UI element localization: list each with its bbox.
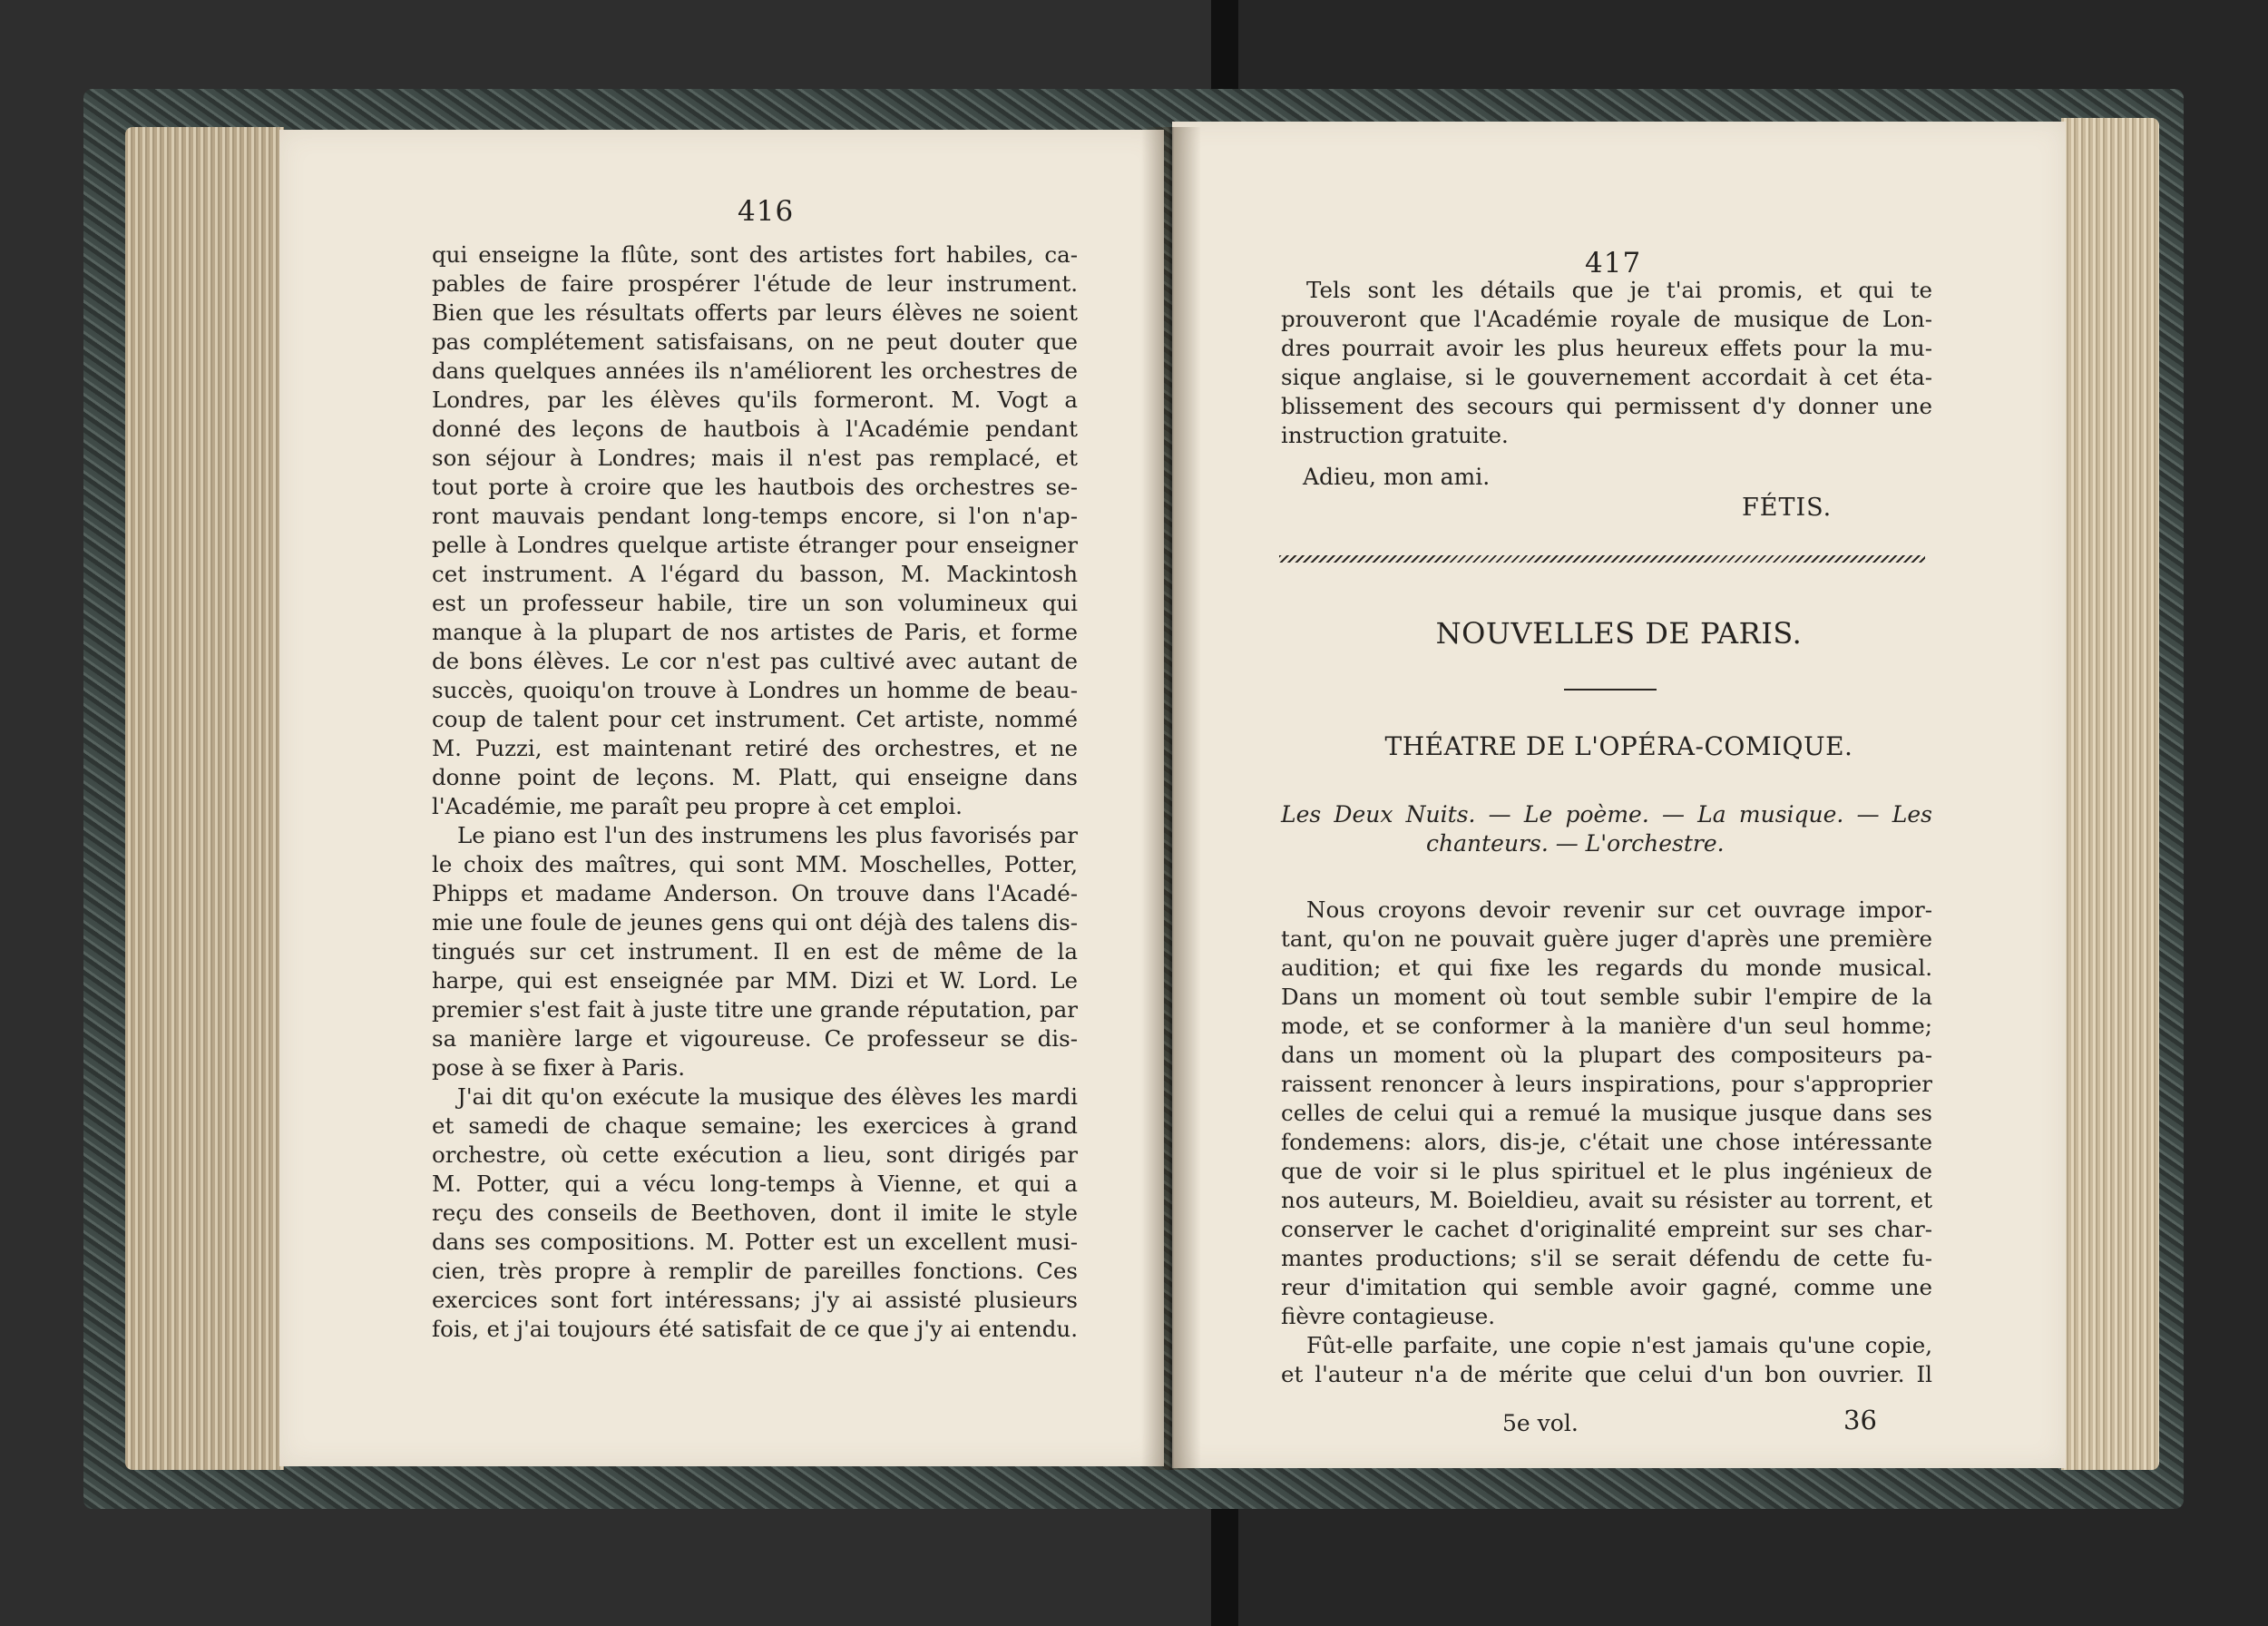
- section-divider: [1279, 555, 1925, 563]
- page-edges-left: [125, 127, 284, 1470]
- text-line: et samedi de chaque semaine; les exercices à grand: [432, 1112, 1078, 1139]
- page-number-left: 416: [738, 195, 795, 228]
- signature-mark: 5e vol.: [1502, 1410, 1579, 1436]
- text-line: cien, très propre à remplir de pareilles fonctions. Ces: [432, 1258, 1078, 1284]
- text-line: exercices sont fort intéressans; j'y ai assisté plusieurs: [432, 1287, 1078, 1313]
- article-summary: [1281, 800, 1932, 858]
- left-page: [279, 130, 1164, 1466]
- text-line: manque à la plupart de nos artistes de Paris, et forme: [432, 619, 1078, 645]
- signoff: Adieu, mon ami.: [1303, 464, 1491, 490]
- text-line: cet instrument. A l'égard du basson, M. Mackintosh: [432, 561, 1078, 587]
- right-page-intro: [1281, 276, 1932, 450]
- text-line: Nous croyons devoir revenir sur cet ouvrage impor-: [1306, 896, 1932, 923]
- text-line: Le piano est l'un des instrumens les plus favorisés par: [457, 822, 1078, 848]
- text-line: audition; et qui fixe les regards du monde musical.: [1281, 955, 1932, 981]
- text-line: celles de celui qui a remué la musique jusque dans ses: [1281, 1100, 1932, 1126]
- signature: FÉTIS.: [1742, 494, 1833, 522]
- title-rule: [1564, 689, 1657, 691]
- right-page: [1172, 122, 2066, 1468]
- text-line: Dans un moment où tout semble subir l'empire de la: [1281, 984, 1932, 1010]
- text-line: dans ses compositions. M. Potter est un excellent musi-: [432, 1229, 1078, 1255]
- text-line: qui enseigne la flûte, sont des artistes fort habiles, ca-: [432, 241, 1078, 268]
- text-line: raissent renoncer à leurs inspirations, pour s'approprier: [1281, 1071, 1932, 1097]
- text-line: son séjour à Londres; mais il n'est pas remplacé, et: [432, 445, 1078, 471]
- text-line: donné des leçons de hautbois à l'Académie pendant: [432, 416, 1078, 442]
- gathering-number: 36: [1843, 1405, 1877, 1435]
- text-line: fondemens: alors, dis-je, c'était une chose intéressante: [1281, 1129, 1932, 1155]
- text-line: est un professeur habile, tire un son volumineux qui: [432, 590, 1078, 616]
- text-line: fois, et j'ai toujours été satisfait de ce que j'y ai entendu.: [432, 1316, 1078, 1342]
- text-line: sique anglaise, si le gouvernement accordait à cet éta-: [1281, 364, 1932, 390]
- text-line: Bien que les résultats offerts par leurs élèves ne soient: [432, 299, 1078, 326]
- text-line: instruction gratuite.: [1281, 422, 1509, 448]
- text-line: nos auteurs, M. Boieldieu, avait su résister au torrent, et: [1281, 1187, 1932, 1213]
- text-line: sa manière large et vigoureuse. Ce professeur se dis-: [432, 1025, 1078, 1052]
- text-line: pables de faire prospérer l'étude de leur instrument.: [432, 270, 1078, 297]
- text-line: et l'auteur n'a de mérite que celui d'un bon ouvrier. Il: [1281, 1361, 1932, 1387]
- text-line: reçu des conseils de Beethoven, dont il imite le style: [432, 1200, 1078, 1226]
- summary-line: Les Deux Nuits. — Le poème. — La musique. — Les: [1281, 801, 1932, 828]
- text-line: l'Académie, me paraît peu propre à cet emploi.: [432, 793, 963, 819]
- text-line: orchestre, où cette exécution a lieu, sont dirigés par: [432, 1141, 1078, 1168]
- left-page-text: [432, 240, 1078, 1344]
- text-line: Fût-elle parfaite, une copie n'est jamais qu'une copie,: [1306, 1332, 1932, 1358]
- text-line: ront mauvais pendant long-temps encore, si l'on n'ap-: [432, 503, 1078, 529]
- text-line: conserver le cachet d'originalité empreint sur ses char-: [1281, 1216, 1932, 1242]
- text-line: le choix des maîtres, qui sont MM. Moschelles, Potter,: [432, 851, 1078, 877]
- text-line: M. Puzzi, est maintenant retiré des orchestres, et ne: [432, 735, 1078, 761]
- page-edges-right: [2061, 118, 2159, 1470]
- text-line: Phipps et madame Anderson. On trouve dans l'Acadé-: [432, 880, 1078, 906]
- text-line: dres pourrait avoir les plus heureux effets pour la mu-: [1281, 335, 1932, 361]
- text-line: pas complétement satisfaisans, on ne peut douter que: [432, 328, 1078, 355]
- text-line: que de voir si le plus spirituel et le plus ingénieux de: [1281, 1158, 1932, 1184]
- text-line: succès, quoiqu'on trouve à Londres un homme de beau-: [432, 677, 1078, 703]
- text-line: de bons élèves. Le cor n'est pas cultivé avec autant de: [432, 648, 1078, 674]
- text-line: premier s'est fait à juste titre une grande réputation, par: [432, 996, 1078, 1023]
- article-body: [1281, 896, 1932, 1389]
- subsection-title: THÉATRE DE L'OPÉRA-COMIQUE.: [1384, 731, 1853, 761]
- text-line: blissement des secours qui permissent d'y donner une: [1281, 393, 1932, 419]
- text-line: M. Potter, qui a vécu long-temps à Vienne, et qui a: [432, 1171, 1078, 1197]
- summary-line: chanteurs. — L'orchestre.: [1426, 830, 1725, 857]
- text-line: Londres, par les élèves qu'ils formeront. M. Vogt a: [432, 387, 1078, 413]
- text-line: tout porte à croire que les hautbois des orchestres se-: [432, 474, 1078, 500]
- text-line: tingués sur cet instrument. Il en est de même de la: [432, 938, 1078, 965]
- text-line: J'ai dit qu'on exécute la musique des élèves les mardi: [457, 1083, 1078, 1110]
- text-line: tant, qu'on ne pouvait guère juger d'après une première: [1281, 926, 1932, 952]
- text-line: dans un moment où la plupart des compositeurs pa-: [1281, 1042, 1932, 1068]
- text-line: fièvre contagieuse.: [1281, 1303, 1496, 1329]
- section-title: NOUVELLES DE PARIS.: [1435, 616, 1803, 651]
- text-line: coup de talent pour cet instrument. Cet artiste, nommé: [432, 706, 1078, 732]
- text-line: mie une foule de jeunes gens qui ont déjà des talens dis-: [432, 909, 1078, 935]
- text-line: mantes productions; s'il se serait défendu de cette fu-: [1281, 1245, 1932, 1271]
- text-line: donne point de leçons. M. Platt, qui enseigne dans: [432, 764, 1078, 790]
- text-line: harpe, qui est enseignée par MM. Dizi et W. Lord. Le: [432, 967, 1078, 994]
- book-gutter: [1141, 127, 1201, 1470]
- text-line: pose à se fixer à Paris.: [432, 1054, 685, 1081]
- page-number-right: 417: [1585, 247, 1642, 279]
- text-line: reur d'imitation qui semble avoir gagné, comme une: [1281, 1274, 1932, 1300]
- text-line: prouveront que l'Académie royale de musique de Lon-: [1281, 306, 1932, 332]
- text-line: dans quelques années ils n'améliorent les orchestres de: [432, 358, 1078, 384]
- text-line: Tels sont les détails que je t'ai promis, et qui te: [1306, 277, 1932, 303]
- text-line: pelle à Londres quelque artiste étranger pour enseigner: [432, 532, 1078, 558]
- text-line: mode, et se conformer à la manière d'un seul homme;: [1281, 1013, 1932, 1039]
